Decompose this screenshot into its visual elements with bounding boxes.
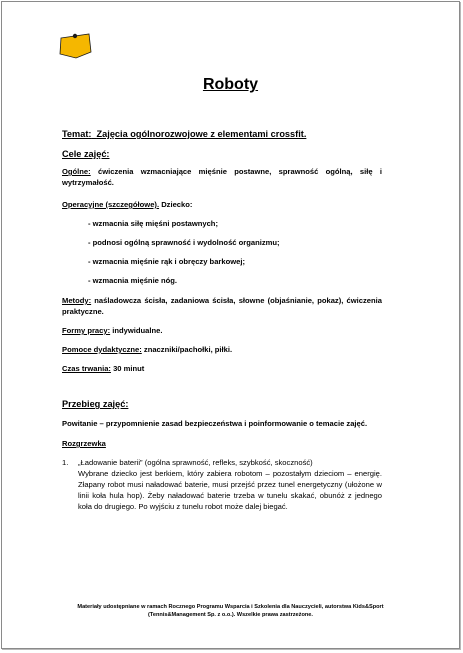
operational-item: - podnosi ogólną sprawność i wydolność organizmu; bbox=[88, 238, 280, 247]
operational-goals bbox=[62, 199, 382, 210]
methods-label: Metody: bbox=[62, 296, 92, 305]
exercise-number: 1. bbox=[62, 458, 69, 467]
page-title: Roboty bbox=[202, 76, 259, 93]
aids-label: Pomoce dydaktyczne: bbox=[62, 345, 142, 354]
document-page bbox=[1, 1, 460, 649]
duration bbox=[62, 363, 382, 374]
operational-item: - wzmacnia siłę mięśni postawnych; bbox=[88, 219, 218, 228]
general-text: ćwiczenia wzmacniające mięśnie postawne, sprawność ogólną, siłę i wytrzymałość. bbox=[62, 167, 382, 187]
forms-text: indywidualne. bbox=[112, 326, 163, 335]
exercise-description: Wybrane dziecko jest berkiem, który zabiera robotom – pozostałym dzieciom – energię. Złapany robot musi naładować baterie, musi przejść przez tunel energetyczny (ułożone w linii koła hula hop). Żeby naładować baterie trzeba w tunelu skakać, obunóż z jednego koła do drugiego. Po wyjściu z tunelu robot może dalej biegać. bbox=[78, 469, 382, 511]
footer-line: (Tennis&Management Sp. z o.o.). Wszelkie prawa zastrzeżone. bbox=[148, 612, 313, 618]
greeting-text: Powitanie – przypomnienie zasad bezpieczeństwa i poinformowanie o temacie zajęć. bbox=[62, 419, 368, 428]
exercise-title: „Ładowanie baterii” bbox=[78, 458, 143, 467]
aids-text: znaczniki/pachołki, piłki. bbox=[143, 345, 233, 354]
kids-sport-logo bbox=[58, 32, 92, 60]
duration-text: 30 minut bbox=[113, 364, 145, 373]
exercise-item bbox=[62, 457, 382, 512]
lesson-plan-body bbox=[62, 129, 382, 512]
topic-line bbox=[62, 129, 382, 140]
teaching-aids bbox=[62, 344, 382, 355]
topic-value: Zajęcia ogólnorozwojowe z elementami crossfit. bbox=[96, 129, 307, 139]
exercise-tags: (ogólna sprawność, refleks, szybkość, skoczność) bbox=[144, 458, 313, 467]
operational-item: - wzmacnia mięśnie rąk i obręczy barkowej; bbox=[88, 257, 245, 266]
operational-label: Operacyjne (szczegółowe). bbox=[62, 200, 160, 209]
duration-label: Czas trwania: bbox=[62, 364, 111, 373]
goals-heading: Cele zajęć: bbox=[62, 149, 110, 159]
topic-label: Temat: bbox=[62, 129, 92, 139]
exercise-header bbox=[78, 457, 382, 468]
footer-note bbox=[62, 603, 399, 619]
operational-intro: Dziecko: bbox=[161, 200, 193, 209]
methods bbox=[62, 295, 382, 317]
general-goal bbox=[62, 166, 382, 188]
course-heading: Przebieg zajęć: bbox=[62, 399, 129, 409]
footer-line: Materiały udostępniane w ramach Rocznego Programu Wsparcia i Szkolenia dla Nauczycieli, autorstwa Kids&Sport bbox=[77, 604, 384, 610]
operational-item: - wzmacnia mięśnie nóg. bbox=[88, 276, 178, 285]
work-forms bbox=[62, 325, 382, 336]
methods-text: naśladowcza ścisła, zadaniowa ścisła, słowne (objaśnianie, pokaz), ćwiczenia praktyczne. bbox=[62, 296, 382, 316]
forms-label: Formy pracy: bbox=[62, 326, 111, 335]
general-label: Ogólne: bbox=[62, 167, 91, 176]
warmup-heading: Rozgrzewka bbox=[62, 439, 106, 448]
